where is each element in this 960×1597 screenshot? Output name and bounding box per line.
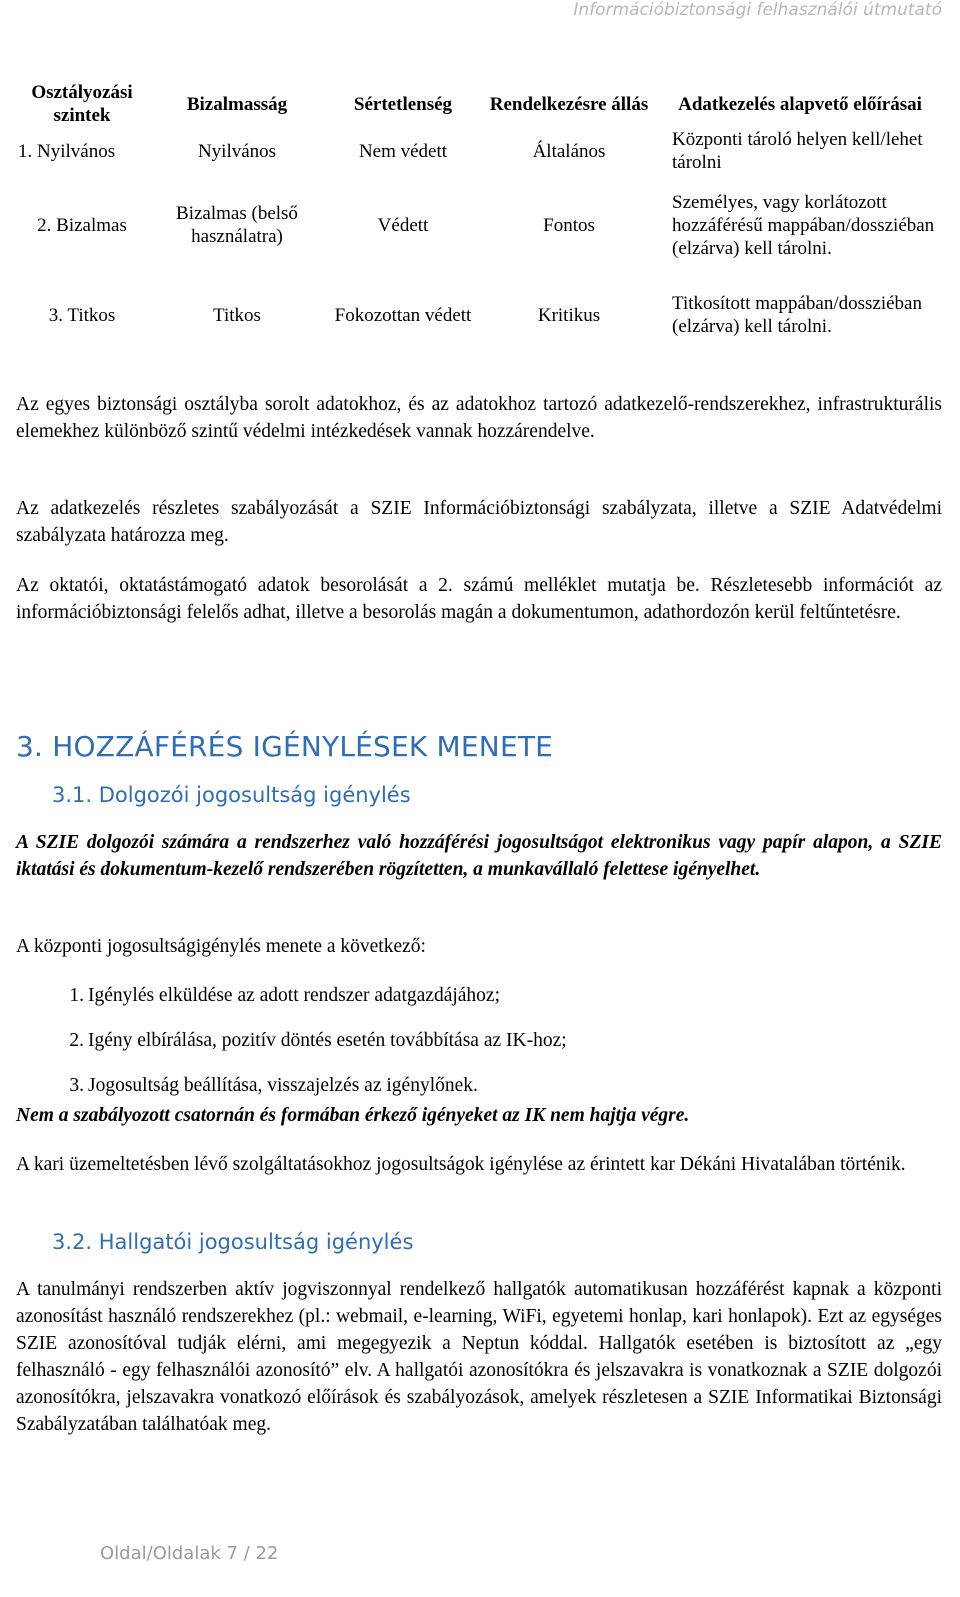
table-cell: Védett <box>377 214 429 236</box>
paragraph-text: A központi jogosultságigénylés menete a következő: <box>16 936 426 957</box>
table-cell: Központi tároló helyen kell/lehet tárolni <box>672 129 923 173</box>
table-header-cell: Sértetlenség <box>353 93 453 115</box>
list-number: 2. <box>69 1030 84 1051</box>
table-cell: Nem védett <box>358 140 448 162</box>
paragraph-text: A tanulmányi rendszerben aktív jogviszonnyal rendelkező hallgatók automatikusan hozzáférést kapnak a központi azonosítást használó rendszerekhez (pl.: webmail, e-learning, WiFi, egyetemi honlap, kari honlapok). Ezt az egységes SZIE azonosítóval tudják elérni, ami megegyezik a Neptun kóddal. Hallgatók esetében is biztosított az „egy felhasználó - egy felhasználói azonosító” elv. A hallgatói azonosítókra és jelszavakra is vonatkoznak a SZIE dolgozói azonosítókra, jelszavakra vonatkozó előírások és szabályozások, amelyek részletesen a SZIE Informatikai Biztonsági Szabályzatában találhatóak meg. <box>16 1279 942 1435</box>
table-row <box>12 174 946 276</box>
table-cell: Titkos <box>213 304 261 326</box>
faculty-paragraph <box>16 1151 942 1178</box>
table-header-row <box>12 76 946 128</box>
paragraph-regulations <box>16 495 942 549</box>
table-header-cell: Adatkezelés alapvető előírásai <box>678 93 922 115</box>
table-cell: Általános <box>532 140 606 162</box>
table-header-cell: Bizalmasság <box>186 93 288 115</box>
subsection-heading-student: 3.2. Hallgatói jogosultság igénylés <box>52 1230 414 1254</box>
list-text: Igény elbírálása, pozitív döntés esetén továbbítása az IK-hoz; <box>88 1030 567 1051</box>
table-cell: Fokozottan védett <box>334 304 472 326</box>
list-item <box>16 1027 567 1072</box>
process-steps-list <box>16 982 567 1117</box>
classification-table <box>12 76 946 354</box>
paragraph-text: Nem a szabályozott csatornán és formában érkező igényeket az IK nem hajtja végre. <box>16 1105 690 1126</box>
table-header-cell: Rendelkezésre állás <box>489 93 649 115</box>
list-text: Jogosultság beállítása, visszajelzés az igénylőnek. <box>88 1075 478 1096</box>
warning-paragraph <box>16 1102 942 1129</box>
table-header-cell: Osztályozási szintek <box>31 82 133 126</box>
paragraph-classification <box>16 572 942 626</box>
table-cell: 1. Nyilvános <box>18 140 116 162</box>
list-number: 1. <box>69 985 84 1006</box>
paragraph-protection-levels <box>16 391 942 445</box>
table-cell: Kritikus <box>537 304 601 326</box>
table-row <box>12 276 946 354</box>
page-number: Oldal/Oldalak 7 / 22 <box>100 1543 279 1564</box>
paragraph-text: Az egyes biztonsági osztályba sorolt adatokhoz, és az adatokhoz tartozó adatkezelő-rendszerekhez, infrastrukturális elemekhez különböző szintű védelmi intézkedések vannak hozzárendelve. <box>16 394 942 442</box>
table-row <box>12 128 946 174</box>
running-header: Információbiztonsági felhasználói útmutató <box>573 0 942 20</box>
list-item <box>16 982 567 1027</box>
section-heading: 3. HOZZÁFÉRÉS IGÉNYLÉSEK MENETE <box>16 730 554 763</box>
process-intro <box>16 933 942 960</box>
employee-request-intro <box>16 829 942 883</box>
table-cell: Fontos <box>543 214 595 236</box>
student-paragraph <box>16 1276 942 1438</box>
table-cell: Nyilvános <box>197 140 277 162</box>
table-cell: Bizalmas (belső használatra) <box>176 203 298 247</box>
subsection-heading-employee: 3.1. Dolgozói jogosultság igénylés <box>52 783 411 807</box>
paragraph-text: A SZIE dolgozói számára a rendszerhez való hozzáférési jogosultságot elektronikus vagy papír alapon, a SZIE iktatási és dokumentum-kezelő rendszerében rögzítetten, a munkavállaló felettese igényelhet. <box>16 832 942 880</box>
list-number: 3. <box>69 1075 84 1096</box>
paragraph-text: A kari üzemeltetésben lévő szolgáltatásokhoz jogosultságok igénylése az érintett kar Dékáni Hivatalában történik. <box>16 1154 906 1175</box>
list-text: Igénylés elküldése az adott rendszer adatgazdájához; <box>88 985 501 1006</box>
paragraph-text: Az adatkezelés részletes szabályozását a SZIE Információbiztonsági szabályzata, illetve a SZIE Adatvédelmi szabályzata határozza meg. <box>16 498 942 546</box>
table-cell: Titkosított mappában/dossziéban (elzárva) kell tárolni. <box>672 293 922 337</box>
table-cell: 2. Bizalmas <box>37 214 127 236</box>
table-cell: Személyes, vagy korlátozott hozzáférésű mappában/dossziéban (elzárva) kell tárolni. <box>672 191 935 259</box>
table-cell: 3. Titkos <box>48 304 116 326</box>
paragraph-text: Az oktatói, oktatástámogató adatok besorolását a 2. számú melléklet mutatja be. Részletesebb információt az információbiztonsági felelős adhat, illetve a besorolás magán a dokumentumon, adathordozón kerül feltűntetésre. <box>16 575 942 623</box>
